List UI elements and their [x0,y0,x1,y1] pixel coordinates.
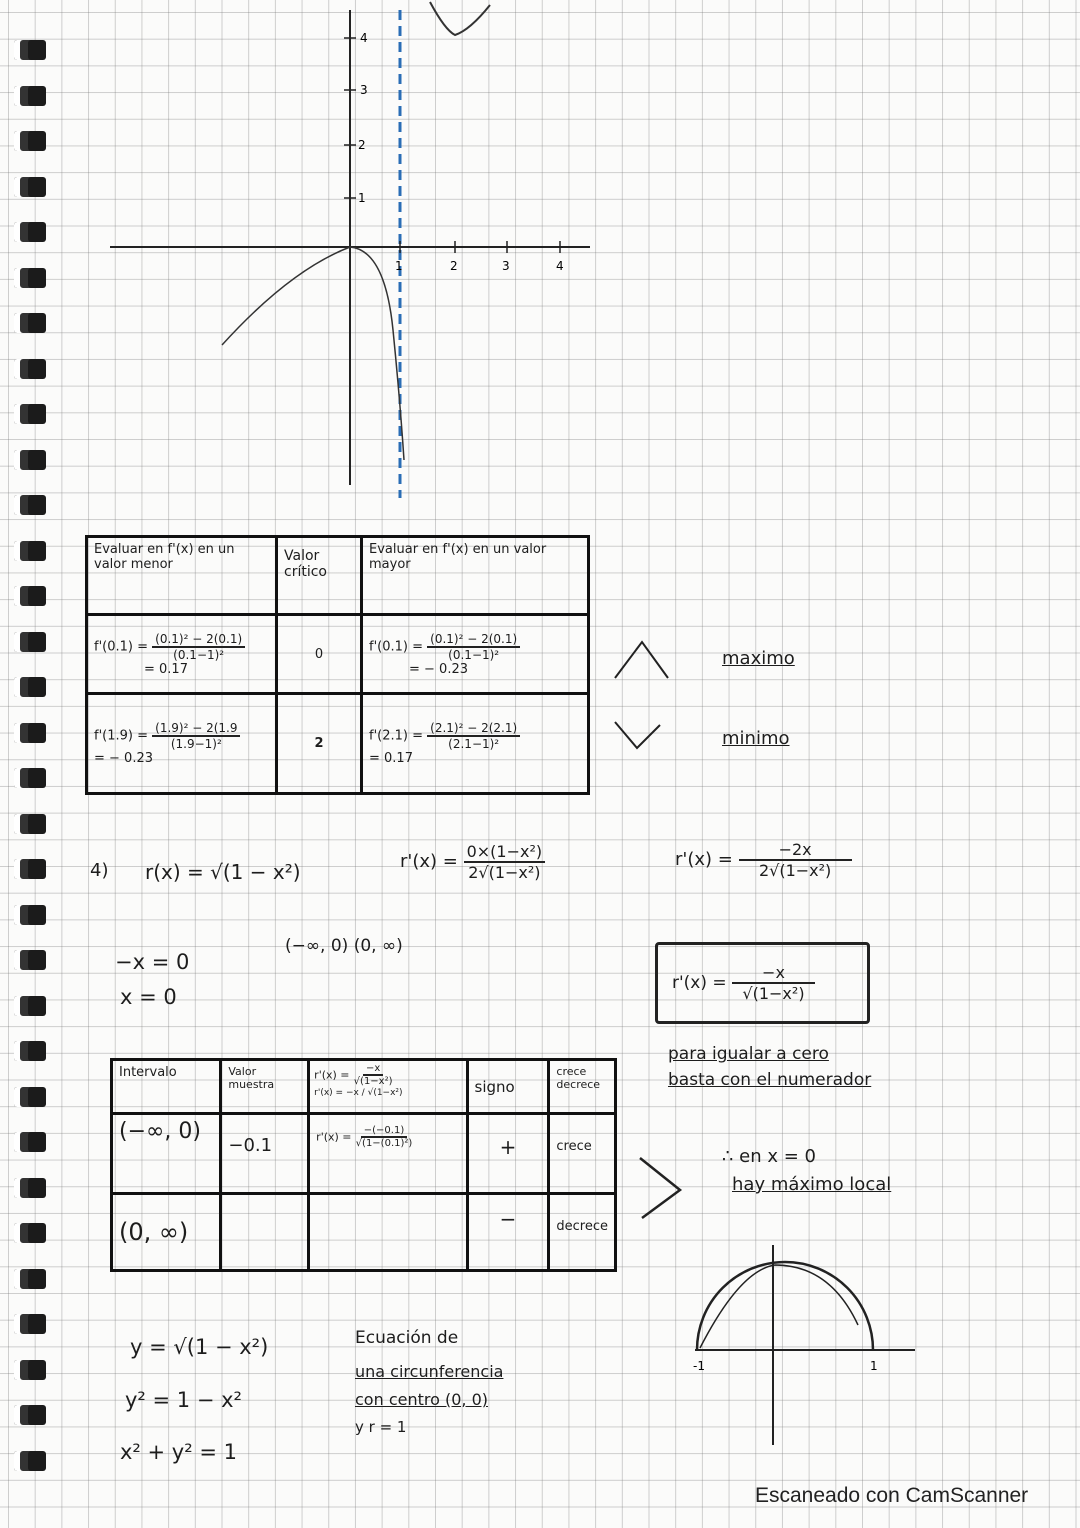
spiral-ring [14,723,46,743]
table-row: f'(0.1) = $\frac{\text{(0.1)² − 2(0.1)}}{\text{(0.1−1)²}}$ = 0.17 0 f'(0.1) = $\frac{\text{(0.1)² − 2(0.1)}}{\text{(0.1−1)²}}$ = − 0.23 [87,615,589,694]
rational-function-graph [0,0,1080,520]
x-tick-label: 1 [870,1359,878,1373]
implies-arrow-icon [630,1150,690,1230]
y-tick-label: 4 [360,31,368,45]
note: para igualar a cero [668,1044,829,1064]
x-tick-label: -1 [693,1359,705,1373]
header-derivative-formula: r'(x) = −x / √(1−x²) [314,1088,403,1098]
y-tick-label: 3 [360,83,368,97]
monotonicity-table [110,1058,617,1272]
spiral-ring [14,859,46,879]
spiral-ring [14,1223,46,1243]
spiral-ring [14,814,46,834]
spiral-ring [14,996,46,1016]
table-header: Valor crítico [277,537,362,615]
critical-values-table [85,535,590,795]
minimo-label: minimo [722,728,790,749]
equation: y = √(1 − x²) [130,1335,269,1359]
critical-value: 0 [277,615,362,694]
spiral-ring [14,1314,46,1334]
spiral-ring [14,1178,46,1198]
conclusion: hay máximo local [732,1174,892,1195]
spiral-ring [14,1269,46,1289]
boxed-derivative: r'(x) = $\frac{-x}{\text{√(1−x²)}}$ [655,942,870,1024]
spiral-ring [14,1451,46,1471]
extrema-symbols [600,630,680,760]
note: basta con el numerador [668,1070,872,1090]
table-header: crece decrece [549,1060,616,1114]
spiral-ring [14,1087,46,1107]
table-header: signo [467,1060,549,1114]
spiral-ring [14,768,46,788]
derivative-step2: r'(x) = $\frac{-2x}{\text{2√(1−x²)}}$ [675,840,852,880]
description: y r = 1 [355,1418,407,1436]
spiral-ring [14,541,46,561]
table-row: (−∞, 0) −0.1 r'(x) = $\frac{-(-0.1)}{\text{√(1−(0.1)²)}}$ + crece [112,1114,616,1194]
curve-left-branch [222,247,350,345]
table-header: Valor muestra [221,1060,309,1114]
function-definition: r(x) = √(1 − x²) [145,860,301,884]
table-header: Evaluar en f'(x) en un valor mayor [362,537,589,615]
equation: x = 0 [120,985,177,1009]
table-header: Evaluar en f'(x) en un valor menor [87,537,277,615]
description: Ecuación de [355,1328,459,1348]
curve-right-branch [350,247,404,460]
conclusion: ∴ en x = 0 [722,1146,817,1167]
spiral-ring [14,1132,46,1152]
x-tick-label: 1 [395,259,403,273]
exercise-number: 4) [90,860,109,881]
description: una circunferencia [355,1362,504,1381]
spiral-ring [14,586,46,606]
maximo-label: maximo [722,648,795,669]
table-header: r'(x) = $\frac{-x}{\text{√(1−x²)}}$ r'(x) = −x / √(1−x²) [309,1060,467,1114]
description: con centro (0, 0) [355,1390,488,1409]
intervals-text: (−∞, 0) (0, ∞) [285,936,403,956]
equation: x² + y² = 1 [120,1440,237,1464]
x-tick-label: 3 [502,259,510,273]
derivative-step1: r'(x) = $\frac{\text{0×(1−x²)}}{\text{2√(1−x²)}}$ [400,842,545,882]
critical-value: 2 [277,694,362,794]
spiral-ring [14,1041,46,1061]
x-tick-label: 4 [556,259,564,273]
spiral-ring [14,950,46,970]
x-tick-label: 2 [450,259,458,273]
spiral-ring [14,632,46,652]
curve-upper-branch [430,2,490,35]
table-row: (0, ∞) − decrece [112,1194,616,1271]
minimum-cup-icon [615,722,660,748]
scanner-watermark: Escaneado con CamScanner [755,1484,1029,1507]
equation: y² = 1 − x² [125,1388,242,1412]
spiral-ring [14,1360,46,1380]
spiral-ring [14,677,46,697]
equation: −x = 0 [115,950,190,974]
y-tick-label: 1 [358,191,366,205]
maximum-cap-icon [615,642,668,678]
semicircle-graph [680,1240,930,1450]
spiral-ring [14,905,46,925]
table-row: f'(1.9) = $\frac{\text{(1.9)² − 2(1.9}}{\text{(1.9−1)²}}$ = − 0.23 2 f'(2.1) = $\frac{\text{(2.1)² − 2(2.1)}}{\text{(2.1−1)²}}$ = 0.17 [87,694,589,794]
spiral-ring [14,1405,46,1425]
y-tick-label: 2 [358,138,366,152]
table-header: Intervalo [112,1060,221,1114]
